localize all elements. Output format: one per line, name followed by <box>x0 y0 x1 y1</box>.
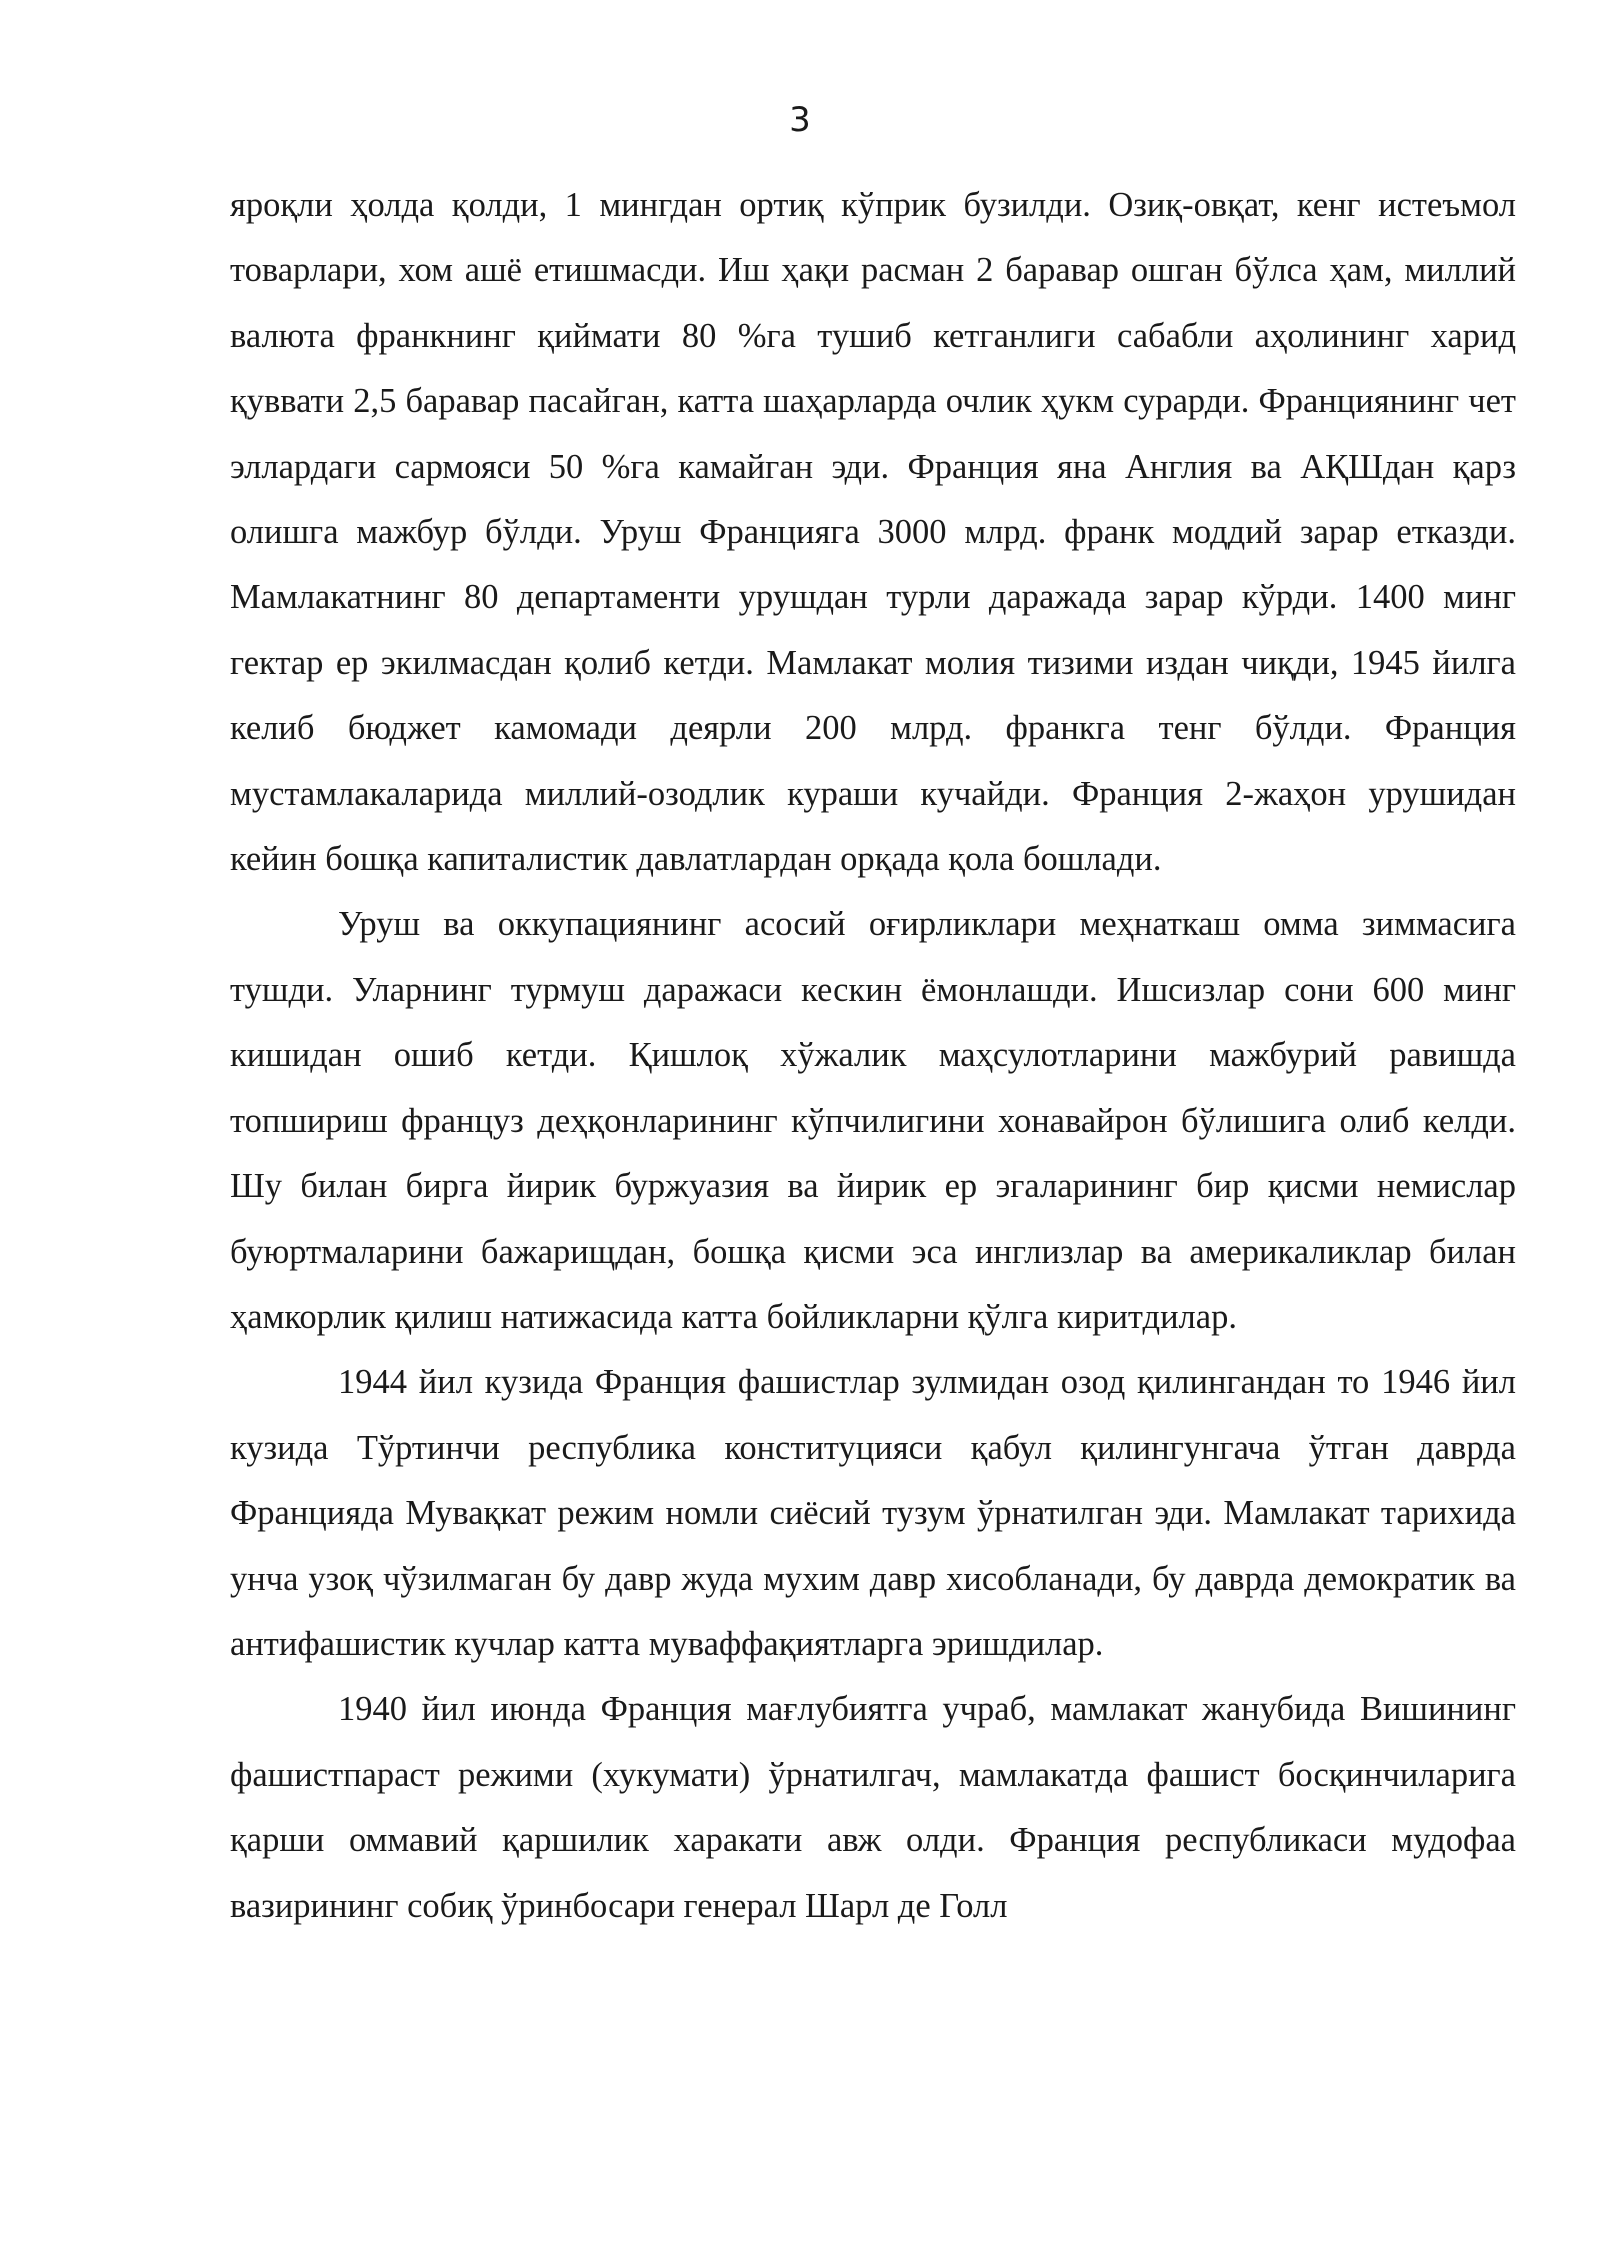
document-body <box>230 173 1516 1939</box>
paragraph-resistance-movement: 1940 йил июнда Франция мағлубиятга учраб, мамлакат жанубида Вишининг фашистпараст режими (хукумати) ўрнатилгач, мамлакатда фашист босқинчиларига қарши оммавий қаршилик харакати авж олди. Франция республикаси мудофаа вазирининг собиқ ўринбосари генерал Шарл де Голл <box>230 1690 1516 1925</box>
page-number: 3 <box>789 100 811 140</box>
paragraph-occupation-burden: Уруш ва оккупациянинг асосий оғирликлари меҳнаткаш омма зиммасига тушди. Уларнинг турмуш даражаси кескин ёмонлашди. Ишсизлар сони 600 минг кишидан ошиб кетди. Қишлоқ хўжалик маҳсулотларини мажбурий равишда топшириш француз деҳқонларининг кўпчилигини хонавайрон бўлишига олиб келди. Шу билан бирга йирик буржуазия ва йирик ер эгаларининг бир қисми немислар буюртмаларини бажарищдан, бошқа қисми эса инглизлар ва америкаликлар билан ҳамкорлик қилиш натижасида катта бойликларни қўлга киритдилар. <box>230 905 1516 1336</box>
paragraph-war-damage: яроқли ҳолда қолди, 1 мингдан ортиқ кўприк бузилди. Озиқ-овқат, кенг истеъмол товарлари, хом ашё етишмасди. Иш ҳақи расман 2 баравар ошган бўлса ҳам, миллий валюта франкнинг қиймати 80 %га тушиб кетганлиги сабабли аҳолининг харид қуввати 2,5 баравар пасайган, катта шаҳарларда очлик ҳукм сурарди. Франциянинг чет эллардаги сармояси 50 %га камайган эди. Франция яна Англия ва АҚШдан қарз олишга мажбур бўлди. Уруш Францияга 3000 млрд. франк моддий зарар етказди. Мамлакатнинг 80 департаменти урушдан турли даражада зарар кўрди. 1400 минг гектар ер экилмасдан қолиб кетди. Мамлакат молия тизими издан чиқди, 1945 йилга келиб бюджет камомади деярли 200 млрд. франкга тенг бўлди. Франция мустамлакаларида миллий-озодлик кураши кучайди. Франция 2-жаҳон урушидан кейин бошқа капиталистик давлатлардан орқада қола бошлади. <box>230 186 1516 879</box>
paragraph-provisional-regime: 1944 йил кузида Франция фашистлар зулмидан озод қилингандан то 1946 йил кузида Тўртинчи республика конституцияси қабул қилингунгача ўтган даврда Францияда Мувақкат режим номли сиёсий тузум ўрнатилган эди. Мамлакат тарихида унча узоқ чўзилмаган бу давр жуда мухим давр хисобланади, бу даврда демократик ва антифашистик кучлар катта муваффақиятларга эришдилар. <box>230 1363 1516 1663</box>
